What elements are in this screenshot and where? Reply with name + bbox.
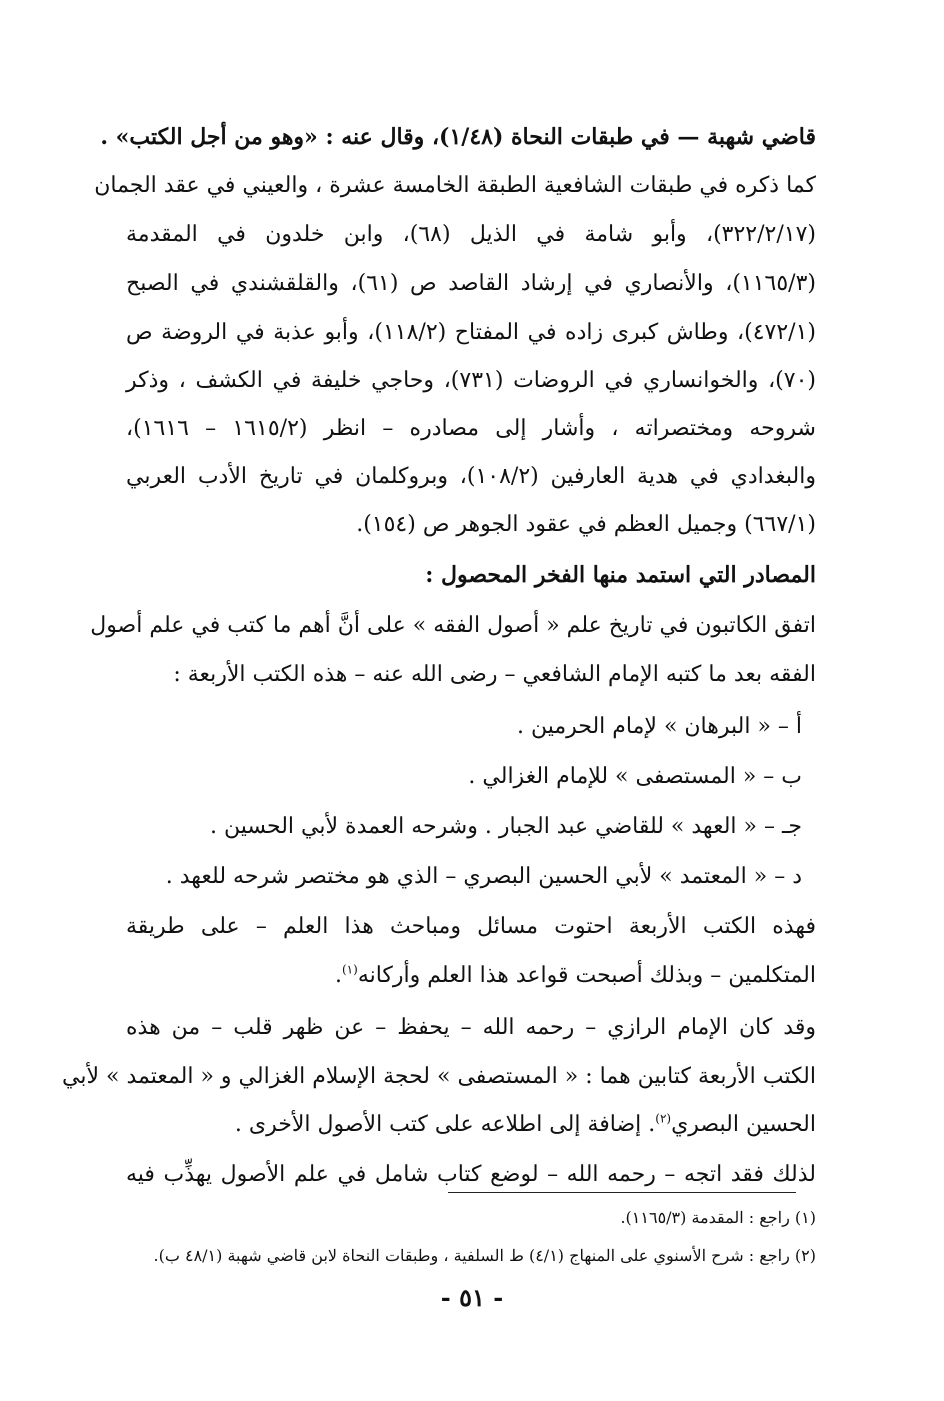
list-item-j: جـ – « العهد » للقاضي عبد الجبار . وشرحه العمدة لأبي الحسين . xyxy=(210,814,802,839)
body-line-8: والبغدادي في هدية العارفين (١٠٨/٢)، وبروكلمان في تاريخ الأدب العربي xyxy=(126,464,816,489)
footnote-2: (٢) راجع : شرح الأسنوي على المنهاج (٤/١) ط السلفية ، وطبقات النحاة لابن قاضي شهبة (٤٨/١ ب). xyxy=(153,1246,816,1265)
footnote-ref-1: (١) xyxy=(341,962,358,977)
body-line-1: قاضي شهبة — في طبقات النحاة (١/٤٨)، وقال عنه : «وهو من أجل الكتب» . xyxy=(100,124,816,150)
paragraph-1-line-1: اتفق الكاتبون في تاريخ علم « أصول الفقه » على أنَّ أهم ما كتب في علم أصول xyxy=(90,613,816,638)
body-line-6: (٧٠)، والخوانساري في الروضات (٧٣١)، وحاجي خليفة في الكشف ، وذكر xyxy=(126,368,816,393)
body-line-2: كما ذكره في طبقات الشافعية الطبقة الخامسة عشرة ، والعيني في عقد الجمان xyxy=(94,173,816,198)
paragraph-3-end: . إضافة إلى اطلاعه على كتب الأصول الأخرى . xyxy=(234,1112,656,1137)
body-line-4: (١١٦٥/٣)، والأنصاري في إرشاد القاصد ص (٦١)، والقلقشندي في الصبح xyxy=(126,271,816,296)
paragraph-1-line-2: الفقه بعد ما كتبه الإمام الشافعي – رضى الله عنه – هذه الكتب الأربعة : xyxy=(173,662,816,687)
footnote-ref-2: (٢) xyxy=(655,1111,672,1126)
body-line-7: شروحه ومختصراته ، وأشار إلى مصادره – انظر (١٦١٥/٢ – ١٦١٦)، xyxy=(126,416,816,441)
section-heading: المصادر التي استمد منها الفخر المحصول : xyxy=(425,562,816,588)
list-item-d: د – « المعتمد » لأبي الحسين البصري – الذي هو مختصر شرحه للعهد . xyxy=(165,864,802,889)
paragraph-3-line-2: الكتب الأربعة كتابين هما : « المستصفى » لحجة الإسلام الغزالي و « المعتمد » لأبي xyxy=(61,1064,816,1089)
paragraph-2-end: . xyxy=(334,963,342,988)
paragraph-3-text: الحسين البصري xyxy=(671,1112,816,1137)
page-number: - ٥١ - xyxy=(440,1283,504,1312)
footnote-1: (١) راجع : المقدمة (١١٦٥/٣). xyxy=(620,1208,816,1227)
body-line-9: (٦٦٧/١) وجميل العظم في عقود الجوهر ص (١٥٤). xyxy=(356,512,816,537)
paragraph-2-text: المتكلمين – وبذلك أصبحت قواعد هذا العلم وأركانه xyxy=(357,963,816,988)
paragraph-4-line-1: لذلك فقد اتجه – رحمه الله – لوضع كتاب شامل في علم الأصول يهذِّب فيه xyxy=(126,1162,816,1187)
list-item-a: أ – « البرهان » لإمام الحرمين . xyxy=(516,714,802,739)
paragraph-2-line-2 xyxy=(126,961,816,991)
body-line-5: (٤٧٢/١)، وطاش كبرى زاده في المفتاح (١١٨/٢)، وأبو عذبة في الروضة ص xyxy=(126,320,816,345)
footnote-divider xyxy=(448,1192,796,1193)
paragraph-2-line-1: فهذه الكتب الأربعة احتوت مسائل ومباحث هذا العلم – على طريقة xyxy=(126,914,816,939)
paragraph-3-line-1: وقد كان الإمام الرازي – رحمه الله – يحفظ – عن ظهر قلب – من هذه xyxy=(126,1015,816,1040)
list-item-b: ب – « المستصفى » للإمام الغزالي . xyxy=(468,764,802,789)
body-line-3: (٣٢٢/٢/١٧)، وأبو شامة في الذيل (٦٨)، وابن خلدون في المقدمة xyxy=(126,222,816,247)
paragraph-3-line-3 xyxy=(126,1110,816,1140)
